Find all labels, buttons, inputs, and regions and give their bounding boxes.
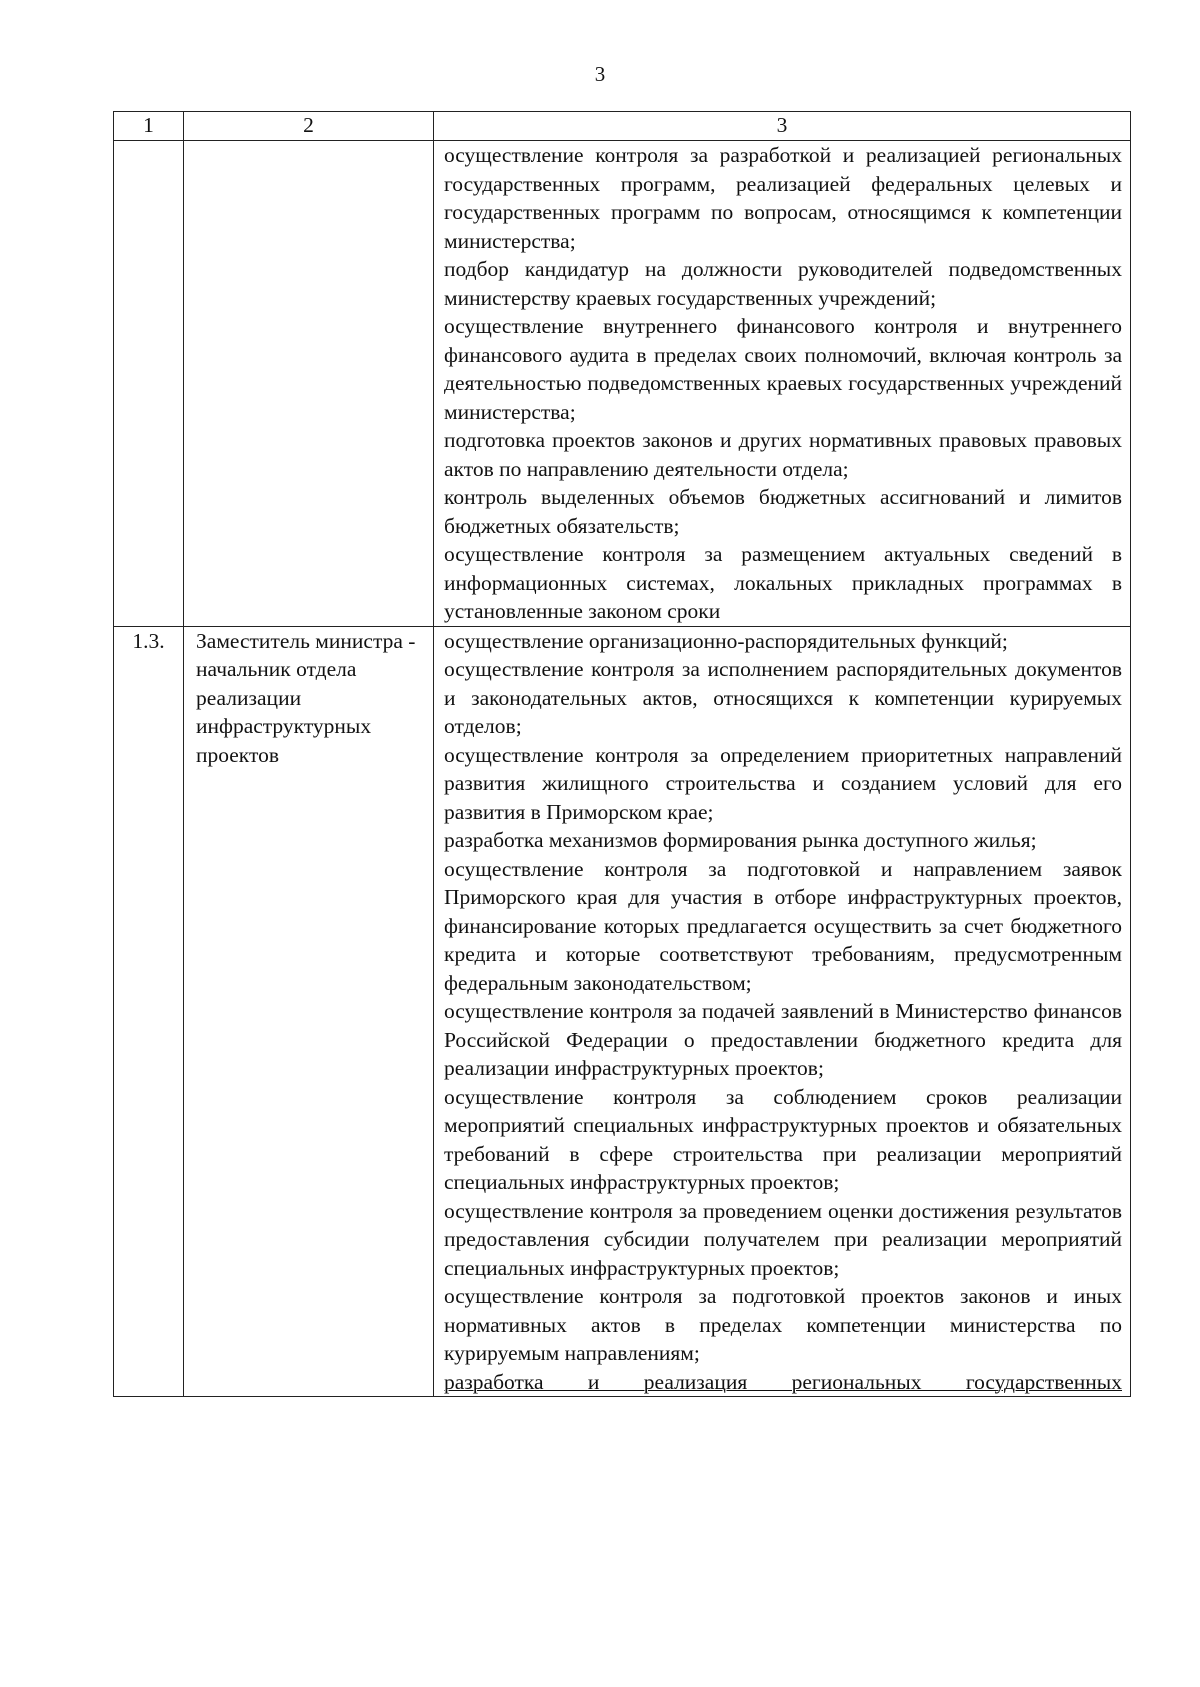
duty-item: осуществление контроля за проведением оценки достижения результатов предоставления субсидии получателем при реализации мероприятий специальных инфраструктурных проектов; <box>444 1198 1122 1280</box>
duty-item: осуществление контроля за соблюдением сроков реализации мероприятий специальных инфраструктурных проектов и обязательных требований в сфере строительства при реализации мероприятий специальных инфраструктурных проектов; <box>444 1084 1122 1194</box>
duty-item: осуществление контроля за разработкой и реализацией региональных государственных программ, реализацией федеральных целевых и государственных программ по вопросам, относящимся к компетенции министерства; <box>444 143 1122 253</box>
table-row <box>114 626 1131 1397</box>
duty-item: подготовка проектов законов и других нормативных правовых правовых актов по направлению деятельности отдела; <box>444 428 1122 481</box>
row-number-cell <box>114 141 184 627</box>
duty-item: осуществление контроля за исполнением распорядительных документов и законодательных актов, относящихся к компетенции курируемых отделов; <box>444 657 1122 738</box>
duty-item: осуществление внутреннего финансового контроля и внутреннего финансового аудита в пределах своих полномочий, включая контроль за деятельностью подведомственных краевых государственных учреждений министерства; <box>444 314 1122 424</box>
duty-item: осуществление организационно-распорядительных функций; <box>444 628 1008 653</box>
position-cell: Заместитель министра - начальник отдела реализации инфраструктурных проектов <box>184 626 434 1397</box>
row-number-cell: 1.3. <box>114 626 184 1397</box>
duties-cell <box>434 141 1131 627</box>
duty-item: осуществление контроля за определением приоритетных направлений развития жилищного строительства и созданием условий для его развития в Приморском крае; <box>444 742 1122 824</box>
duty-item: осуществление контроля за размещением актуальных сведений в информационных системах, локальных прикладных программах в установленные законом сроки <box>444 542 1122 623</box>
duty-item: разработка механизмов формирования рынка доступного жилья; <box>444 828 1037 852</box>
duty-item: разработка и реализация региональных государственных <box>444 1369 1122 1394</box>
responsibilities-table <box>113 111 1131 1397</box>
position-cell <box>184 141 434 627</box>
table-header-row <box>114 112 1131 141</box>
duty-item: осуществление контроля за подготовкой проектов законов и иных нормативных актов в пределах компетенции министерства по курируемым направлениям; <box>444 1284 1122 1365</box>
duty-item: контроль выделенных объемов бюджетных ассигнований и лимитов бюджетных обязательств; <box>444 485 1122 538</box>
header-cell-1: 1 <box>114 112 184 141</box>
table-row <box>114 141 1131 627</box>
duty-item: осуществление контроля за подачей заявлений в Министерство финансов Российской Федерации о предоставлении бюджетного кредита для реализации инфраструктурных проектов; <box>444 999 1122 1080</box>
duty-item: осуществление контроля за подготовкой и направлением заявок Приморского края для участия в отборе инфраструктурных проектов, финансирование которых предлагается осуществить за счет бюджетного кредита и которые соответствуют требованиям, предусмотренным федеральным законодательством; <box>444 856 1122 995</box>
duty-item: подбор кандидатур на должности руководителей подведомственных министерству краевых государственных учреждений; <box>444 257 1122 310</box>
header-cell-3: 3 <box>434 112 1131 141</box>
duties-cell <box>434 626 1131 1397</box>
header-cell-2: 2 <box>184 112 434 141</box>
page-number: 3 <box>594 62 606 86</box>
